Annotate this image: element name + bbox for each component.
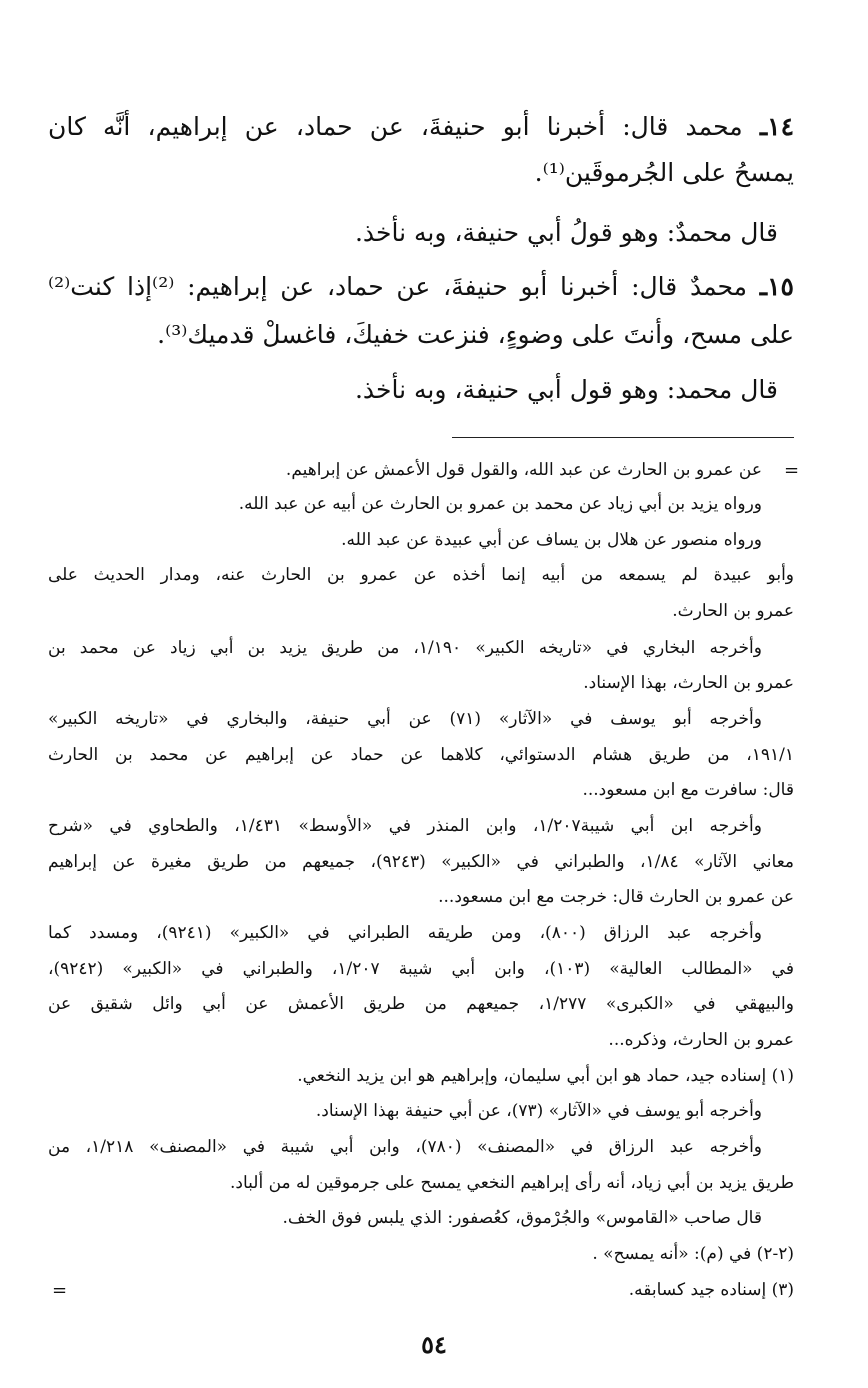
footnote-line: عمرو بن الحارث. bbox=[672, 601, 794, 621]
continuation-mark-top: = bbox=[784, 460, 800, 481]
footnote-line: عمرو بن الحارث، بهذا الإسناد. bbox=[583, 673, 794, 693]
hadith-14-number: ١٤ـ bbox=[759, 112, 794, 141]
hadith-14-line-2: يمسحُ على الجُرموقَين⁽¹⁾. bbox=[534, 158, 794, 187]
hadith-15-line-1 bbox=[48, 272, 794, 301]
footnote-2: (٢-٢) في (م): «أنه يمسح» . bbox=[592, 1244, 794, 1264]
footnote-line: قال: سافرت مع ابن مسعود... bbox=[582, 780, 794, 800]
footnote-line: ورواه منصور عن هلال بن يساف عن أبي عبيدة عن عبد الله. bbox=[341, 530, 762, 550]
footnote-line: ورواه يزيد بن أبي زياد عن محمد بن عمرو بن الحارث عن أبيه عن عبد الله. bbox=[238, 494, 762, 514]
footnote-line: عن عمرو بن الحارث عن عبد الله، والقول قول الأعمش عن إبراهيم. bbox=[285, 460, 762, 480]
footnote-line: وأخرجه البخاري في «تاريخه الكبير» ١/١٩٠، من طريق يزيد بن أبي زياد عن محمد بن bbox=[48, 638, 762, 658]
footnote-line: قال صاحب «القاموس» والجُرْموق، كعُصفور: الذي يلبس فوق الخف. bbox=[282, 1208, 762, 1228]
hadith-15-text-1: محمدٌ قال: أخبرنا أبو حنيفةَ، عن حماد، عن إبراهيم: ⁽²⁾إذا كنت⁽²⁾ bbox=[48, 272, 748, 301]
hadith-15-number: ١٥ـ bbox=[759, 272, 794, 301]
hadith-15-comment: قال محمد: وهو قول أبي حنيفة، وبه نأخذ. bbox=[354, 375, 778, 404]
footnote-line: وأبو عبيدة لم يسمعه من أبيه إنما أخذه عن عمرو بن الحارث عنه، ومدار الحديث على bbox=[48, 565, 794, 585]
footnote-line: وأخرجه ابن أبي شيبة١/٢٠٧، وابن المنذر في «الأوسط» ١/٤٣١، والطحاوي في «شرح bbox=[48, 816, 762, 836]
footnote-separator bbox=[452, 437, 794, 438]
footnote-line: وأخرجه أبو يوسف في «الآثار» (٧٣)، عن أبي حنيفة بهذا الإسناد. bbox=[315, 1101, 762, 1121]
footnote-line: طريق يزيد بن أبي زياد، أنه رأى إبراهيم النخعي يمسح على جرموقين له من ألباد. bbox=[229, 1173, 794, 1193]
hadith-14-text-1: محمد قال: أخبرنا أبو حنيفةَ، عن حماد، عن إبراهيم، أنَّه كان bbox=[48, 112, 743, 141]
hadith-14-line-1 bbox=[48, 112, 794, 141]
footnote-line: معاني الآثار» ١/٨٤، والطبراني في «الكبير» (٩٢٤٣)، جميعهم من طريق مغيرة عن إبراهيم bbox=[48, 852, 794, 872]
page-number: ٥٤ bbox=[421, 1330, 447, 1359]
hadith-14-comment: قال محمدٌ: وهو قولُ أبي حنيفة، وبه نأخذ. bbox=[354, 218, 778, 247]
continuation-mark-bottom: = bbox=[52, 1280, 68, 1301]
footnote-line: ١٩١/١، من طريق هشام الدستوائي، كلاهما عن حماد عن إبراهيم عن محمد بن الحارث bbox=[48, 745, 794, 765]
footnote-line: والبيهقي في «الكبرى» ١/٢٧٧، جميعهم من طريق الأعمش عن أبي وائل شقيق عن bbox=[48, 994, 794, 1014]
footnote-line: وأخرجه عبد الرزاق (٨٠٠)، ومن طريقه الطبراني في «الكبير» (٩٢٤١)، ومسدد كما bbox=[48, 923, 762, 943]
footnote-line: وأخرجه أبو يوسف في «الآثار» (٧١) عن أبي حنيفة، والبخاري في «تاريخه الكبير» bbox=[48, 709, 762, 729]
footnote-line: وأخرجه عبد الرزاق في «المصنف» (٧٨٠)، وابن أبي شيبة في «المصنف» ١/٢١٨، من bbox=[48, 1137, 763, 1157]
hadith-15-line-2: على مسح، وأنتَ على وضوءٍ، فنزعت خفيكَ، فاغسلْ قدميك⁽³⁾. bbox=[157, 320, 794, 349]
footnote-1: (١) إسناده جيد، حماد هو ابن أبي سليمان، وإبراهيم هو ابن يزيد النخعي. bbox=[297, 1066, 794, 1086]
footnote-line: عمرو بن الحارث، وذكره... bbox=[608, 1030, 794, 1050]
footnote-line: عن عمرو بن الحارث قال: خرجت مع ابن مسعود... bbox=[438, 887, 794, 907]
footnote-line: في «المطالب العالية» (١٠٣)، وابن أبي شيبة ١/٢٠٧، والطبراني في «الكبير» (٩٢٤٢)، bbox=[48, 959, 794, 979]
footnote-3: (٣) إسناده جيد كسابقه. bbox=[628, 1280, 794, 1300]
